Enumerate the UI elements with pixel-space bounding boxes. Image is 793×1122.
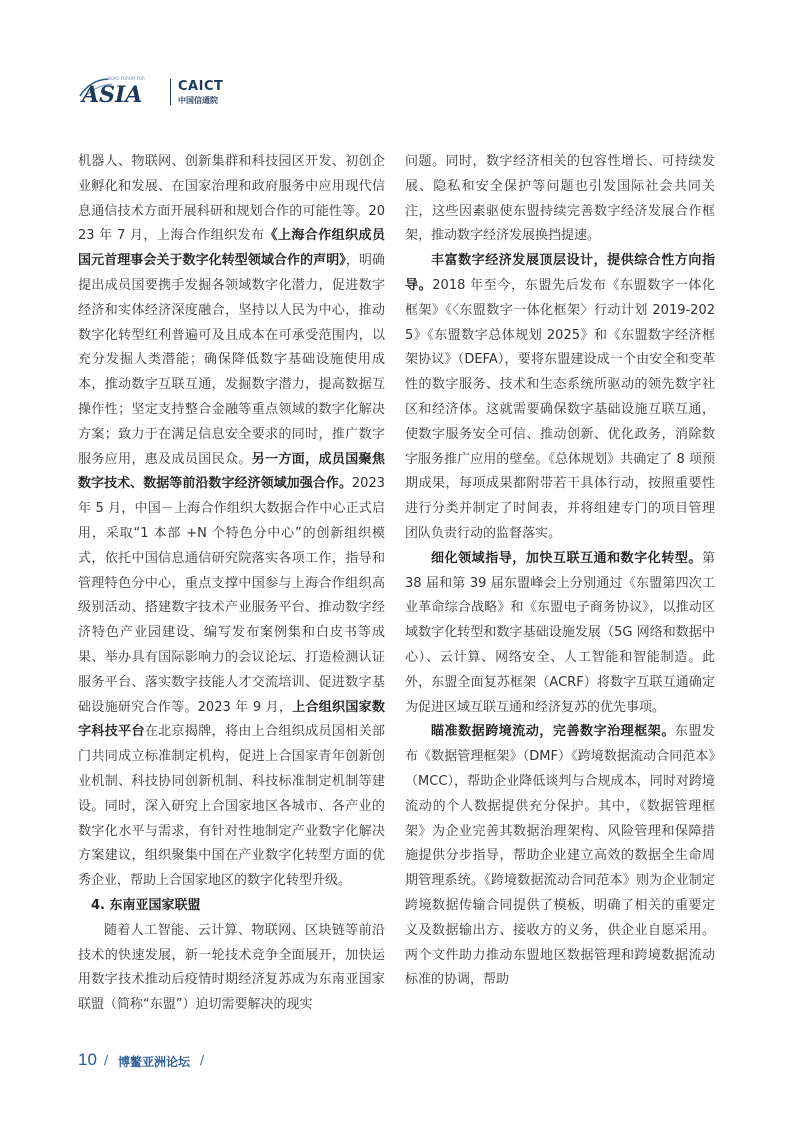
paragraph [405, 547, 715, 721]
text-run: 机器人、物联网、创新集群和科技园区开发、初创企业孵化和发展、在国家治理和政府服务中应用现代信息通信技术方面开展科研和规划合作的可能性等。2023 年 7 月，上海合作组织发布 [78, 154, 385, 244]
caict-logo-cn: 中国信通院 [178, 96, 218, 105]
footer-slash: / [200, 1053, 205, 1067]
footer-slash: / [104, 1053, 109, 1067]
section-heading: 4. 东南亚国家联盟 [91, 897, 201, 913]
page-footer [78, 1050, 378, 1070]
paragraph [78, 150, 385, 894]
text-run: 第 38 届和第 39 届东盟峰会上分别通过《东盟第四次工业革命综合战略》和《东盟电子商务协议》，以推动区域数字化转型和数字基础设施发展（5G 网络和数据中心）、云计算、网络安全、人工智能和智能制造。此外，东盟全面复苏框架（ACRF）将数字互联互通确定为促进区域互联互通和经济复苏的优先事项。 [405, 550, 715, 715]
bold-run: 另一方面，成员国聚焦数字技术、数据等前沿数字经济领域加强合作。 [78, 451, 385, 492]
right-column [405, 150, 715, 993]
text-run: 2018 年至今，东盟先后发布《东盟数字一体化框架》《〈东盟数字一体化框架〉行动计划 2019-2025》《东盟数字总体规划 2025》和《东盟数字经济框架协议》（DEFA），要将东盟建设成一个由安全和变革性的数字服务、技术和生态系统所驱动的领先数字社区和经济体。这就需要确保数字基础设施互联互通，使数字服务安全可信、推动创新、优化政务，消除数字服务推广应用的壁垒。《总体规划》共确定了 8 项预期成果，每项成果都附带若干具体行动，按照重要性进行分类并制定了时间表，并将组建专门的项目管理团队负责行动的监督落实。 [405, 277, 715, 541]
bold-run: 细化领域指导，加快互联互通和数字化转型。 [431, 550, 702, 566]
page-number: 10 [78, 1050, 97, 1069]
logo-asia-text: ASIA [82, 82, 143, 108]
paragraph [405, 720, 715, 993]
boao-forum-logo [78, 76, 162, 106]
text-run: 2023 年 5 月，中国－上海合作组织大数据合作中心正式启用，采取“1 本部 +N 个特色分中心”的创新组织模式，依托中国信息通信研究院落实各项工作，指导和管理特色分中心，重点支撑中国参与上海合作组织高级别活动、搭建数字技术产业服务平台、推动数字经济特色产业园建设、编写发布案例集和白皮书等成果、举办具有国际影响力的会议论坛、打造检测认证服务平台、落实数字技能人才交流培训、促进数字基础设施研究合作等。2023 年 9 月， [78, 476, 385, 715]
logo-small-text: BOAO FORUM FOR [108, 76, 145, 81]
caict-logo-text: CAICT [178, 79, 224, 94]
bold-run: 瞄准数据跨境流动，完善数字治理框架。 [431, 724, 675, 740]
text-run: 东盟发布《数据管理框架》（DMF）《跨境数据流动合同范本》（MCC），帮助企业降低谈判与合规成本，同时对跨境流动的个人数据提供充分保护。其中，《数据管理框架》为企业完善其数据治理架构、风险管理和保障措施提供分步指导，帮助企业建立高效的数据全生命周期管理系统。《跨境数据流动合同范本》则为企业制定跨境数据传输合同提供了模板，明确了相关的重要定义及数据输出方、接收方的义务，供企业自愿采用。两个文件助力推动东盟地区数据管理和跨境数据流动标准的协调，帮助 [405, 724, 715, 988]
bold-run: 《上海合作组织成员国元首理事会关于数字化转型领域合作的声明》 [78, 228, 385, 269]
paragraph [405, 249, 715, 547]
publication-name: 博鳌亚洲论坛 [118, 1055, 191, 1069]
left-column [78, 150, 385, 1018]
bold-run: 丰富数字经济发展顶层设计，提供综合性方向指导。 [405, 253, 715, 293]
bold-run: 上合组织国家数字科技平台 [78, 699, 385, 740]
paragraph: 问题。同时，数字经济相关的包容性增长、可持续发展、隐私和安全保护等问题也引发国际社会共同关注，这些因素驱使东盟持续完善数字经济发展合作框架，推动数字经济发展换挡提速。 [405, 154, 715, 244]
text-run: 在北京揭牌，将由上合组织成员国相关部门共同成立标准制定机构，促进上合国家青年创新创业机制、科技协同创新机制、科技标准制定机制等建设。同时，深入研究上合国家地区各城市、各产业的数字化水平与需求，有针对性地制定产业数字化解决方案建议，组织聚集中国在产业数字化转型方面的优秀企业，帮助上合国家地区的数字化转型升级。 [78, 724, 385, 889]
text-run: ，明确提出成员国要携手发掘各领域数字化潜力，促进数字经济和实体经济深度融合，坚持以人民为中心，推动数字化转型红利普遍可及且成本在可承受范围内，以充分发掘人类潜能；确保降低数字基础设施使用成本，推动数字互联互通，发掘数字潜力，提高数据互操作性；坚定支持整合金融等重点领域的数字化解决方案；致力于在满足信息安全要求的同时，推广数字服务应用，惠及成员国民众。 [78, 253, 385, 467]
page-header [78, 76, 278, 108]
logo-divider [170, 79, 171, 105]
paragraph: 随着人工智能、云计算、物联网、区块链等前沿技术的快速发展，新一轮技术竞争全面展开，加快运用数字技术推动后疫情时期经济复苏成为东南亚国家联盟（简称“东盟”）迫切需要解决的现实 [78, 922, 385, 1013]
